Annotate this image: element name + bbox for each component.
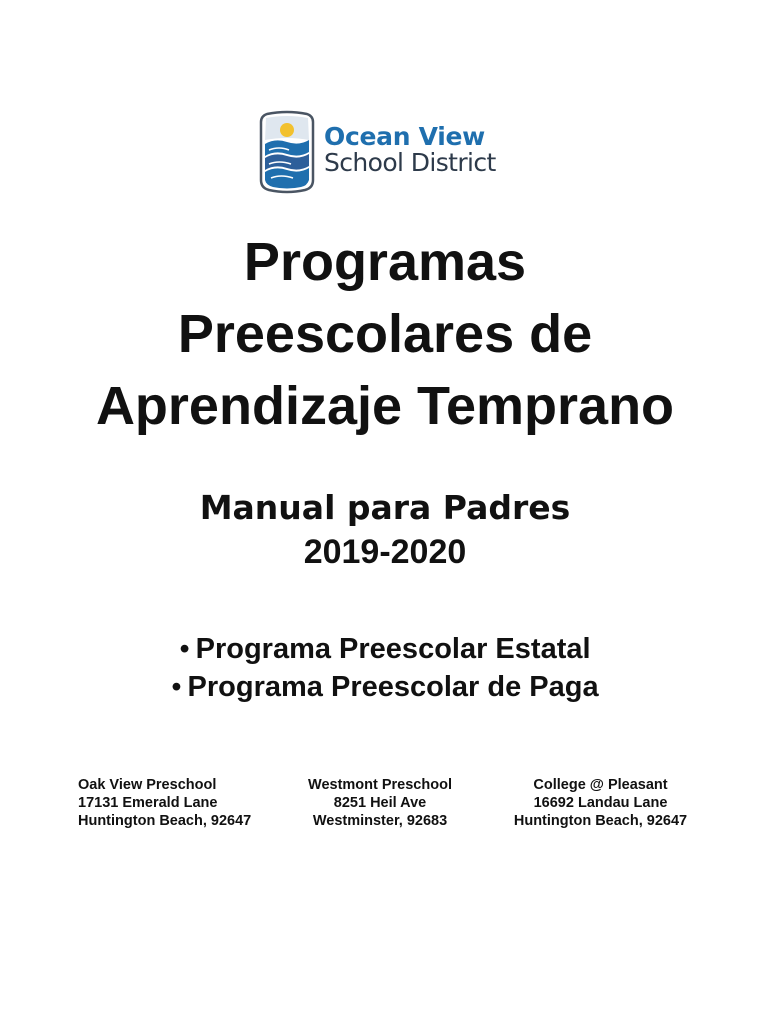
- location-street: 17131 Emerald Lane: [78, 795, 218, 811]
- manual-label: Manual para Padres: [199, 488, 571, 527]
- document-subtitle: [0, 486, 770, 574]
- title-line-3: Aprendizaje Temprano: [95, 376, 675, 436]
- program-list: [0, 630, 770, 706]
- list-item: [0, 630, 770, 668]
- district-logo: [257, 110, 497, 194]
- location-city: Huntington Beach, 92647: [78, 813, 252, 829]
- district-name: [324, 124, 496, 175]
- location-westmont: [290, 776, 470, 830]
- location-college-pleasant: [498, 776, 703, 830]
- location-oak-view: [78, 776, 251, 830]
- location-city: Westminster, 92683: [312, 813, 448, 829]
- location-street: 16692 Landau Lane: [533, 795, 668, 811]
- program-name: Programa Preescolar de Paga: [187, 671, 599, 703]
- list-item: [0, 668, 770, 706]
- bullet-icon: •: [179, 633, 190, 665]
- bullet-icon: •: [171, 671, 182, 703]
- district-name-line2: School District: [324, 148, 496, 177]
- school-year: 2019-2020: [303, 533, 467, 571]
- title-line-1: Programas: [243, 232, 527, 292]
- location-city: Huntington Beach, 92647: [513, 813, 688, 829]
- program-name: Programa Preescolar Estatal: [195, 633, 591, 665]
- location-name: Oak View Preschool: [78, 777, 217, 793]
- location-name: College @ Pleasant: [533, 777, 668, 793]
- district-name-line1: Ocean View: [324, 122, 485, 151]
- title-line-2: Preescolares de: [177, 304, 593, 364]
- location-street: 8251 Heil Ave: [333, 795, 427, 811]
- ocean-waves-sun-icon: [257, 110, 317, 194]
- location-name: Westmont Preschool: [308, 777, 452, 793]
- document-title: [0, 226, 770, 442]
